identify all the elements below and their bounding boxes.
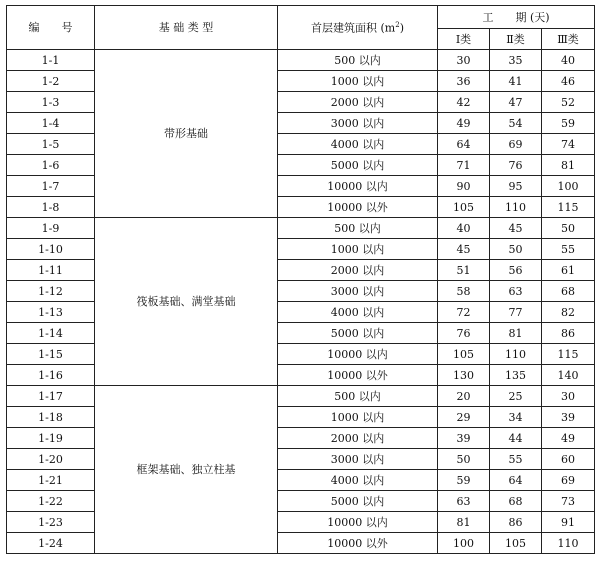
cell-class-2: 63 xyxy=(490,281,542,302)
cell-class-3: 68 xyxy=(542,281,595,302)
cell-floor-area: 2000 以内 xyxy=(278,92,438,113)
cell-class-2: 54 xyxy=(490,113,542,134)
cell-class-1: 105 xyxy=(438,197,490,218)
cell-class-3: 100 xyxy=(542,176,595,197)
header-area-sup: 2 xyxy=(395,20,400,29)
cell-class-1: 100 xyxy=(438,533,490,554)
cell-code: 1-14 xyxy=(7,323,95,344)
header-foundation-type: 基 础 类 型 xyxy=(95,6,278,50)
cell-class-1: 36 xyxy=(438,71,490,92)
cell-class-2: 35 xyxy=(490,50,542,71)
cell-code: 1-12 xyxy=(7,281,95,302)
cell-code: 1-9 xyxy=(7,218,95,239)
cell-class-1: 50 xyxy=(438,449,490,470)
cell-class-2: 76 xyxy=(490,155,542,176)
cell-class-1: 64 xyxy=(438,134,490,155)
cell-floor-area: 500 以内 xyxy=(278,50,438,71)
cell-class-2: 68 xyxy=(490,491,542,512)
cell-class-1: 81 xyxy=(438,512,490,533)
cell-floor-area: 5000 以内 xyxy=(278,155,438,176)
cell-class-2: 69 xyxy=(490,134,542,155)
cell-class-3: 140 xyxy=(542,365,595,386)
cell-class-2: 47 xyxy=(490,92,542,113)
construction-period-table xyxy=(6,5,595,554)
cell-class-3: 115 xyxy=(542,344,595,365)
cell-class-3: 39 xyxy=(542,407,595,428)
cell-class-1: 42 xyxy=(438,92,490,113)
cell-class-3: 46 xyxy=(542,71,595,92)
cell-floor-area: 500 以内 xyxy=(278,386,438,407)
cell-class-1: 30 xyxy=(438,50,490,71)
cell-class-3: 110 xyxy=(542,533,595,554)
cell-code: 1-8 xyxy=(7,197,95,218)
cell-class-3: 30 xyxy=(542,386,595,407)
header-class-3: Ⅲ类 xyxy=(542,29,595,50)
cell-floor-area: 10000 以外 xyxy=(278,197,438,218)
cell-class-2: 77 xyxy=(490,302,542,323)
cell-code: 1-21 xyxy=(7,470,95,491)
cell-class-1: 58 xyxy=(438,281,490,302)
cell-class-3: 50 xyxy=(542,218,595,239)
cell-class-2: 44 xyxy=(490,428,542,449)
cell-floor-area: 3000 以内 xyxy=(278,449,438,470)
cell-class-1: 76 xyxy=(438,323,490,344)
cell-class-1: 71 xyxy=(438,155,490,176)
cell-floor-area: 2000 以内 xyxy=(278,260,438,281)
cell-class-3: 69 xyxy=(542,470,595,491)
cell-class-1: 130 xyxy=(438,365,490,386)
cell-class-3: 74 xyxy=(542,134,595,155)
cell-foundation-type: 带形基础 xyxy=(95,50,278,218)
cell-class-1: 72 xyxy=(438,302,490,323)
cell-floor-area: 2000 以内 xyxy=(278,428,438,449)
header-code: 编 号 xyxy=(7,6,95,50)
cell-class-2: 105 xyxy=(490,533,542,554)
cell-code: 1-4 xyxy=(7,113,95,134)
cell-floor-area: 4000 以内 xyxy=(278,134,438,155)
cell-class-3: 52 xyxy=(542,92,595,113)
cell-floor-area: 10000 以内 xyxy=(278,344,438,365)
cell-class-1: 40 xyxy=(438,218,490,239)
cell-floor-area: 10000 以外 xyxy=(278,533,438,554)
table-row xyxy=(7,386,595,407)
cell-code: 1-17 xyxy=(7,386,95,407)
cell-class-3: 86 xyxy=(542,323,595,344)
cell-floor-area: 1000 以内 xyxy=(278,239,438,260)
cell-floor-area: 10000 以外 xyxy=(278,365,438,386)
cell-code: 1-16 xyxy=(7,365,95,386)
cell-class-1: 45 xyxy=(438,239,490,260)
cell-class-2: 50 xyxy=(490,239,542,260)
cell-class-3: 60 xyxy=(542,449,595,470)
cell-floor-area: 4000 以内 xyxy=(278,302,438,323)
cell-class-2: 34 xyxy=(490,407,542,428)
cell-floor-area: 1000 以内 xyxy=(278,407,438,428)
cell-class-2: 25 xyxy=(490,386,542,407)
cell-class-3: 59 xyxy=(542,113,595,134)
cell-floor-area: 10000 以内 xyxy=(278,176,438,197)
cell-class-2: 95 xyxy=(490,176,542,197)
cell-class-2: 110 xyxy=(490,197,542,218)
cell-class-2: 41 xyxy=(490,71,542,92)
cell-code: 1-15 xyxy=(7,344,95,365)
cell-class-2: 110 xyxy=(490,344,542,365)
cell-class-2: 135 xyxy=(490,365,542,386)
cell-code: 1-2 xyxy=(7,71,95,92)
cell-class-3: 91 xyxy=(542,512,595,533)
cell-foundation-type: 框架基础、独立柱基 xyxy=(95,386,278,554)
cell-class-3: 61 xyxy=(542,260,595,281)
cell-class-2: 56 xyxy=(490,260,542,281)
cell-class-1: 49 xyxy=(438,113,490,134)
cell-code: 1-7 xyxy=(7,176,95,197)
cell-class-3: 115 xyxy=(542,197,595,218)
cell-class-2: 45 xyxy=(490,218,542,239)
cell-class-2: 86 xyxy=(490,512,542,533)
cell-code: 1-10 xyxy=(7,239,95,260)
cell-class-1: 39 xyxy=(438,428,490,449)
cell-code: 1-18 xyxy=(7,407,95,428)
cell-class-2: 81 xyxy=(490,323,542,344)
cell-code: 1-11 xyxy=(7,260,95,281)
cell-code: 1-1 xyxy=(7,50,95,71)
cell-class-1: 59 xyxy=(438,470,490,491)
cell-class-1: 29 xyxy=(438,407,490,428)
header-area-close: ) xyxy=(399,21,404,35)
cell-class-1: 90 xyxy=(438,176,490,197)
cell-floor-area: 1000 以内 xyxy=(278,71,438,92)
cell-class-3: 73 xyxy=(542,491,595,512)
table-row xyxy=(7,50,595,71)
cell-foundation-type: 筏板基础、满堂基础 xyxy=(95,218,278,386)
cell-class-3: 55 xyxy=(542,239,595,260)
cell-class-2: 55 xyxy=(490,449,542,470)
cell-class-1: 51 xyxy=(438,260,490,281)
cell-floor-area: 4000 以内 xyxy=(278,470,438,491)
cell-class-3: 82 xyxy=(542,302,595,323)
header-class-1: Ⅰ类 xyxy=(438,29,490,50)
cell-code: 1-6 xyxy=(7,155,95,176)
cell-code: 1-19 xyxy=(7,428,95,449)
cell-floor-area: 10000 以内 xyxy=(278,512,438,533)
header-class-2: Ⅱ类 xyxy=(490,29,542,50)
header-floor-area xyxy=(278,6,438,50)
cell-code: 1-24 xyxy=(7,533,95,554)
cell-code: 1-13 xyxy=(7,302,95,323)
cell-code: 1-22 xyxy=(7,491,95,512)
cell-class-1: 20 xyxy=(438,386,490,407)
cell-code: 1-23 xyxy=(7,512,95,533)
cell-code: 1-5 xyxy=(7,134,95,155)
cell-floor-area: 3000 以内 xyxy=(278,113,438,134)
header-area-text: 首层建筑面积 (m xyxy=(311,21,396,35)
cell-class-1: 105 xyxy=(438,344,490,365)
header-period: 工 期 (天) xyxy=(438,6,595,29)
cell-floor-area: 5000 以内 xyxy=(278,491,438,512)
cell-code: 1-3 xyxy=(7,92,95,113)
cell-floor-area: 5000 以内 xyxy=(278,323,438,344)
cell-class-3: 81 xyxy=(542,155,595,176)
table-body xyxy=(7,50,595,554)
cell-class-2: 64 xyxy=(490,470,542,491)
cell-floor-area: 3000 以内 xyxy=(278,281,438,302)
cell-class-1: 63 xyxy=(438,491,490,512)
table-row xyxy=(7,218,595,239)
cell-floor-area: 500 以内 xyxy=(278,218,438,239)
cell-class-3: 40 xyxy=(542,50,595,71)
cell-code: 1-20 xyxy=(7,449,95,470)
cell-class-3: 49 xyxy=(542,428,595,449)
